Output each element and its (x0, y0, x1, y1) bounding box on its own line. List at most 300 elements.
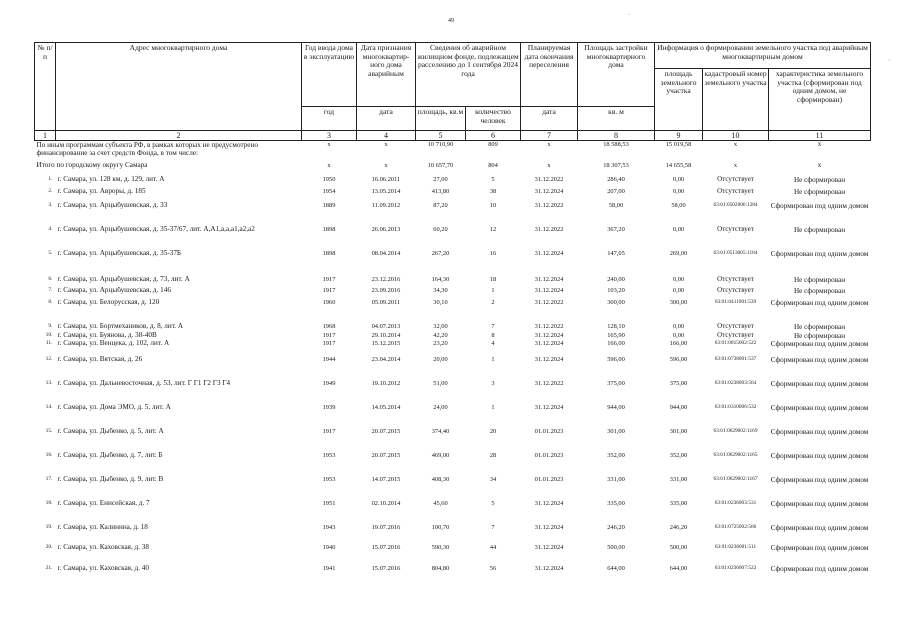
cell-plot-status: Сформирован под одним домом (770, 476, 869, 484)
cell-plot-status: Не сформирован (793, 331, 846, 340)
table-row (35, 452, 871, 476)
cell-area: 374,40 (431, 428, 450, 435)
cell-build-area: 165,90 (607, 331, 625, 339)
column-number: 2 (56, 131, 302, 141)
row-number: 5. (48, 249, 53, 256)
cell-date: 15.07.2016 (371, 544, 401, 551)
header-land-info: Информация о формировании земельного участка под аварийным многоквартирным домом (655, 43, 871, 69)
table-row (35, 565, 871, 589)
cell-plot-status: Сформирован под одним домом (770, 524, 869, 532)
table-row (35, 380, 871, 404)
cell-people: 12 (489, 225, 497, 233)
column-number: 4 (357, 131, 416, 141)
cell-end-date: 01.01.2023 (534, 428, 564, 435)
cell-plot-status: Сформирован под одним домом (770, 298, 869, 307)
table-row (35, 428, 871, 452)
cell-cadastral: Отсутствует (717, 275, 754, 283)
cell-build-area: 58,00 (608, 201, 624, 209)
cell-plot-area: 166,00 (669, 340, 688, 347)
scan-speck: · (628, 12, 630, 18)
cell-end-date: 31.12.2024 (534, 500, 564, 507)
cell-address: г. Самара, ул. Дальневосточная, д. 53, лит. Г Г1 Г2 Г3 Г4 (57, 380, 231, 387)
cell-area: 413,80 (431, 187, 450, 195)
page-number: 49 (448, 18, 454, 24)
cell-area: 23,20 (433, 340, 448, 347)
cell-plot-status: x (817, 140, 822, 148)
cell-people: 5 (491, 175, 495, 183)
row-number: 2. (48, 187, 53, 194)
cell-people: 4 (491, 340, 495, 347)
cell-build-area: 207,00 (607, 187, 625, 195)
cell-cadastral: 63:01:0502006:1284 (713, 201, 758, 208)
cell-area: 100,70 (431, 524, 450, 531)
table-row (35, 188, 871, 202)
row-number: 4. (48, 225, 53, 232)
cell-address: г. Самара, ул. Венцека, д. 102, лит. А (57, 340, 170, 347)
table-row (35, 500, 871, 524)
cell-people: 34 (489, 476, 497, 483)
table-row (35, 250, 871, 276)
cell-area: 60,20 (433, 225, 448, 233)
cell-build-area: 128,10 (607, 322, 625, 330)
column-number: 9 (655, 131, 703, 141)
cell-end-date: 31.12.2024 (534, 404, 564, 411)
cell-end-date: 31.12.2024 (534, 286, 564, 294)
cell-build-area: 18 588,53 (603, 141, 629, 148)
cell-year: 1960 (322, 298, 336, 306)
cell-build-area: 644,00 (607, 565, 625, 572)
table-header (35, 43, 871, 141)
cell-end-date: 31.12.2024 (534, 187, 564, 195)
cell-people: 7 (491, 322, 495, 330)
cell-plot-status: Не сформирован (793, 286, 846, 295)
table-body (35, 141, 871, 590)
cell-people: 44 (489, 544, 497, 551)
cell-date: x (384, 161, 388, 169)
cell-address: г. Самара, ул. 128 км, д. 129, лит. А (57, 175, 165, 183)
cell-cadastral: 63:01:0236001:511 (714, 544, 757, 550)
cell-date: 19.10.2012 (371, 380, 401, 387)
cell-address: г. Самара, ул. Арцыбушевская, д. 35-37Б (57, 249, 182, 257)
cell-year: 1949 (322, 380, 336, 387)
cell-cadastral: Отсутствует (717, 187, 754, 195)
header-year-built: Год ввода дома в эксплуатацию (302, 43, 357, 107)
table-row (35, 404, 871, 428)
column-number: 11 (769, 131, 871, 141)
cell-end-date: 31.12.2022 (534, 380, 564, 387)
row-number: 14. (45, 404, 53, 410)
cell-plot-area: 58,00 (671, 201, 686, 209)
cell-plot-status: Сформирован под одним домом (770, 565, 869, 573)
cell-date: 19.07.2016 (371, 524, 401, 531)
cell-end-date: 01.01.2023 (534, 476, 564, 483)
row-number: 18. (45, 500, 53, 506)
cell-end-date: 31.12.2022 (534, 298, 564, 306)
cell-address: г. Самара, ул. Арцыбушевская, д. 33 (57, 201, 168, 209)
cell-people: 20 (489, 428, 497, 435)
column-number: 10 (703, 131, 769, 141)
cell-plot-status: Не сформирован (793, 187, 846, 196)
column-number: 8 (578, 131, 655, 141)
cell-year: 1950 (322, 175, 336, 183)
cell-address: г. Самара, ул. Арцыбушевская, д. 35-37/67, лит. А,А1,а,а,а1,а2,а2 (57, 225, 255, 233)
cell-plot-status: Сформирован под одним домом (770, 452, 869, 460)
cell-address: г. Самара, ул. Бортмехаников, д. 8, лит. А (57, 322, 184, 330)
cell-end-date: 01.01.2023 (534, 452, 564, 459)
cell-year: 1889 (322, 201, 336, 209)
cell-end-date: 31.12.2024 (534, 565, 564, 572)
cell-build-area: 301,00 (607, 428, 625, 435)
cell-build-area: 300,00 (607, 298, 625, 306)
cell-date: 23.12.2016 (371, 275, 401, 283)
header-building-area: Площадь застройки многоквартирного дома (578, 43, 655, 107)
table-row (35, 544, 871, 565)
cell-cadastral: 63:01:0238003:564 (714, 380, 757, 386)
cell-end-date: 31.12.2022 (534, 201, 564, 209)
cell-people: 16 (489, 249, 497, 257)
cell-end-date: 31.12.2022 (534, 175, 564, 183)
cell-year: 1917 (322, 340, 336, 347)
cell-year: 1951 (322, 500, 336, 507)
cell-area: 27,00 (433, 175, 448, 183)
cell-address: г. Самара, ул. Каховская, д. 40 (57, 565, 149, 572)
cell-date: 14.05.2014 (371, 404, 401, 411)
housing-register-table (34, 42, 871, 589)
cell-people: 1 (491, 356, 495, 363)
cell-plot-area: 0,00 (672, 275, 685, 283)
cell-cadastral: Отсутствует (717, 175, 754, 183)
cell-cadastral: 63:01:0629002:1169 (713, 428, 758, 434)
cell-end-date: 31.12.2024 (534, 340, 564, 347)
cell-plot-area: 246,20 (669, 524, 688, 531)
header-unit-sqm: кв. м (578, 107, 655, 131)
cell-year: x (327, 141, 331, 148)
table-row (35, 176, 871, 188)
cell-cadastral: 63:01:0310006:532 (714, 404, 757, 410)
cell-year: 1943 (322, 524, 336, 531)
header-emergency-date: Дата признания многоквартир-ного дома аварийным (357, 43, 416, 107)
cell-cadastral: x (733, 141, 738, 148)
cell-area: 10 710,90 (427, 141, 454, 148)
cell-end-date: 31.12.2024 (534, 331, 564, 339)
cell-area: 20,00 (433, 356, 448, 363)
table-row (35, 524, 871, 544)
cell-plot-status: Сформирован под одним домом (770, 428, 869, 436)
cell-year: 1954 (322, 187, 336, 195)
table-row (35, 323, 871, 332)
column-number: 5 (416, 131, 466, 141)
cell-plot-area: 0,00 (672, 286, 685, 294)
column-number: 3 (302, 131, 357, 141)
cell-build-area: 335,00 (607, 500, 625, 507)
row-number: 16. (45, 452, 53, 458)
cell-date: 20.07.2015 (371, 428, 401, 435)
cell-people: 56 (489, 565, 497, 572)
cell-plot-area: 0,00 (672, 175, 685, 183)
cell-year: 1940 (322, 544, 336, 551)
cell-address: г. Самара, ул. Арцыбушевская, д. 73, лит. А (57, 275, 190, 283)
cell-date: 08.04.2014 (371, 249, 401, 257)
cell-year: 1917 (322, 331, 336, 339)
row-number: 6. (48, 275, 53, 282)
cell-end-date: x (547, 161, 551, 169)
cell-end-date: 31.12.2024 (534, 356, 564, 363)
cell-end-date: 31.12.2022 (534, 225, 564, 233)
cell-plot-status: Не сформирован (793, 275, 846, 284)
header-emergency-housing: Сведения об аварийном жилищном фонде, подлежащем расселению до 1 сентября 2024 года (416, 43, 521, 107)
cell-build-area: 352,00 (607, 452, 625, 459)
cell-plot-area: 352,00 (669, 452, 688, 459)
header-unit-people: количество человек (466, 107, 521, 131)
cell-cadastral: 63:01:0411001:539 (714, 298, 757, 305)
cell-date: 02.10.2014 (371, 500, 401, 507)
cell-build-area: 240,00 (607, 275, 625, 283)
header-address: Адрес многоквартирного дома (56, 43, 302, 131)
cell-date: 04.07.2013 (371, 322, 401, 330)
cell-plot-area: 15 019,58 (665, 141, 692, 148)
header-number: № п/п (35, 43, 56, 131)
cell-date: 15.07.2016 (371, 565, 401, 572)
row-number: 15. (45, 428, 53, 434)
column-number: 6 (466, 131, 521, 141)
cell-plot-area: 644,00 (669, 565, 688, 572)
cell-plot-status: Сформирован под одним домом (770, 544, 869, 552)
cell-plot-area: 300,00 (669, 298, 688, 306)
header-unit-end-date: дата (521, 107, 578, 131)
row-number: 17. (45, 476, 53, 482)
cell-cadastral: Отсутствует (717, 322, 754, 330)
row-number: 19. (45, 524, 53, 530)
cell-build-area: 331,00 (607, 476, 625, 483)
row-number: 13. (45, 380, 53, 386)
table-row (35, 340, 871, 356)
cell-year: 1944 (322, 356, 336, 363)
cell-plot-status: Не сформирован (793, 225, 846, 234)
row-number: 3. (48, 201, 53, 208)
cell-people: 7 (491, 524, 495, 531)
cell-area: 30,10 (433, 298, 448, 306)
cell-end-date: 31.12.2024 (534, 524, 564, 531)
table-row (35, 299, 871, 323)
cell-end-date: 31.12.2024 (534, 275, 564, 283)
cell-build-area: 375,00 (607, 380, 625, 387)
cell-date: 29.10.2014 (371, 331, 401, 339)
cell-address: г. Самара, ул. Калинина, д. 18 (57, 524, 148, 531)
column-number: 1 (35, 131, 56, 141)
cell-area: 24,00 (433, 404, 448, 411)
cell-address: г. Самара, ул. Каховская, д. 38 (57, 544, 149, 551)
cell-date: 16.06.2011 (371, 175, 401, 183)
table-row (35, 332, 871, 341)
cell-cadastral: 63:01:0738001:537 (714, 356, 757, 362)
cell-year: 1939 (322, 404, 336, 411)
cell-date: 05.09.2011 (371, 298, 401, 306)
row-number: 20. (45, 544, 53, 550)
table-row (35, 226, 871, 250)
header-plot-status: характеристика земельного участка (сформирован под одним домом, не сформирован) (769, 69, 871, 131)
cell-build-area: 103,20 (607, 286, 625, 294)
table-row (35, 276, 871, 287)
cell-area: 51,00 (433, 380, 448, 387)
cell-address: г. Самара, ул. Дыбенко, д. 9, лит. В (57, 476, 164, 483)
cell-plot-status: x (817, 161, 822, 169)
cell-cadastral: 63:01:0629002:1165 (713, 452, 758, 458)
cell-address: г. Самара, ул. Дыбенко, д. 5, лит. А (57, 428, 164, 435)
row-number: 7. (48, 286, 53, 293)
table-row (35, 476, 871, 500)
row-number: 9. (48, 322, 53, 329)
cell-date: x (384, 141, 388, 148)
cell-cadastral: x (733, 161, 738, 169)
cell-people: 1 (491, 286, 495, 294)
cell-plot-status: Сформирован под одним домом (770, 500, 869, 508)
table-row (35, 202, 871, 226)
cell-end-date: 31.12.2022 (534, 322, 564, 330)
cell-people: 10 (489, 201, 497, 209)
header-plot-area: площадь земельного участка (655, 69, 703, 131)
cell-year: 1953 (322, 476, 336, 483)
cell-address: г. Самара, ул. Енисейская, д. 7 (57, 500, 150, 507)
header-unit-area: площадь, кв.м (416, 107, 466, 131)
cell-plot-area: 301,00 (669, 428, 688, 435)
cell-people: 1 (491, 404, 495, 411)
cell-cadastral: Отсутствует (717, 225, 754, 233)
cell-year: 1941 (322, 565, 336, 572)
table-row (35, 356, 871, 380)
row-number: 11. (45, 340, 53, 346)
cell-date: 20.07.2015 (371, 452, 401, 459)
cell-area: 34,30 (433, 286, 448, 294)
cell-area: 804,80 (431, 565, 450, 572)
cell-people: 28 (489, 452, 497, 459)
cell-end-date: x (547, 141, 551, 148)
cell-plot-area: 14 655,58 (665, 161, 692, 169)
cell-address: г. Самара, ул. Вятская, д. 26 (57, 356, 143, 363)
cell-year: 1898 (322, 249, 336, 257)
cell-area: 164,30 (431, 275, 450, 283)
cell-address: г. Самара, ул. Авроры, д. 185 (57, 187, 146, 195)
row-number: 12. (45, 356, 53, 362)
cell-address: г. Самара, ул. Буянова, д. 38-40В (57, 331, 157, 339)
cell-area: 10 657,70 (427, 161, 454, 169)
cell-people: 2 (491, 298, 495, 306)
cell-date: 11.09.2012 (371, 201, 401, 209)
cell-plot-status: Не сформирован (793, 175, 846, 184)
cell-plot-area: 375,00 (669, 380, 688, 387)
cell-plot-status: Сформирован под одним домом (770, 340, 869, 348)
cell-build-area: 367,20 (607, 225, 625, 233)
cell-year: 1917 (322, 428, 336, 435)
cell-address: г. Самара, ул. Дыбенко, д. 7, лит. Б (57, 452, 163, 459)
header-unit-year: год (302, 107, 357, 131)
cell-plot-area: 0,00 (672, 331, 685, 339)
cell-date: 26.06.2013 (371, 225, 401, 233)
cell-year: 1917 (322, 275, 336, 283)
cell-cadastral: 63:01:0629002:1167 (713, 476, 758, 482)
column-number: 7 (521, 131, 578, 141)
cell-people: 38 (489, 187, 497, 195)
cell-cadastral: 63:01:0815002:522 (714, 340, 757, 346)
cell-plot-status: Сформирован под одним домом (770, 249, 869, 258)
cell-plot-status: Сформирован под одним домом (770, 201, 869, 210)
cell-build-area: 246,20 (607, 524, 625, 531)
cell-build-area: 596,00 (607, 356, 625, 363)
cell-build-area: 18 307,53 (603, 161, 629, 169)
cell-plot-status: Сформирован под одним домом (770, 380, 869, 388)
cell-area: 267,20 (431, 249, 450, 257)
cell-area: 408,30 (431, 476, 450, 483)
cell-year: 1968 (322, 322, 336, 330)
cell-build-area: 147,05 (607, 249, 625, 257)
cell-plot-status: Не сформирован (793, 322, 846, 331)
cell-date: 13.05.2014 (371, 187, 401, 195)
cell-cadastral: 63:01:0236003:531 (714, 500, 757, 506)
cell-area: 42,20 (433, 331, 448, 339)
cell-plot-area: 0,00 (672, 187, 685, 195)
cell-cadastral: Отсутствует (717, 331, 754, 339)
cell-people: 804 (488, 161, 498, 169)
header-planned-date: Планируемая дата окончания переселения (521, 43, 578, 107)
cell-cadastral: 63:01:0236007:522 (714, 565, 757, 571)
header-cadastral-number: кадастровый номер земельного участка (703, 69, 769, 131)
summary-label: По иным программам субъекта РФ, в рамках которых не предусмотрено финансирование за счет средств Фонда, в том числе: (36, 141, 258, 157)
cell-area: 469,00 (431, 452, 450, 459)
cell-plot-status: Сформирован под одним домом (770, 356, 869, 364)
cell-year: 1898 (322, 225, 336, 233)
cell-end-date: 31.12.2024 (534, 249, 564, 257)
cell-build-area: 944,00 (607, 404, 625, 411)
cell-people: 8 (491, 331, 495, 339)
cell-people: 3 (491, 380, 495, 387)
cell-plot-area: 0,00 (672, 225, 685, 233)
cell-people: 809 (488, 141, 498, 148)
table-row (35, 287, 871, 299)
cell-address: г. Самара, ул. Дома ЭМО, д. 5, лит. А (57, 404, 171, 411)
cell-build-area: 166,00 (607, 340, 625, 347)
cell-people: 5 (491, 500, 495, 507)
cell-plot-area: 596,00 (669, 356, 688, 363)
cell-plot-area: 335,00 (669, 500, 688, 507)
cell-year: x (327, 161, 331, 169)
header-unit-date: дата (357, 107, 416, 131)
cell-area: 590,30 (431, 544, 450, 551)
cell-plot-area: 944,00 (669, 404, 688, 411)
cell-plot-area: 331,00 (669, 476, 688, 483)
cell-area: 87,20 (433, 201, 448, 209)
cell-date: 23.04.2014 (371, 356, 401, 363)
row-number: 8. (48, 298, 53, 305)
cell-cadastral: 63:01:0725002:566 (714, 524, 757, 530)
cell-date: 23.09.2016 (371, 286, 401, 294)
cell-area: 45,60 (433, 500, 448, 507)
cell-end-date: 31.12.2024 (534, 544, 564, 551)
row-number: 10. (45, 331, 53, 338)
row-number: 21. (45, 565, 53, 571)
cell-date: 14.07.2015 (371, 476, 401, 483)
cell-plot-area: 0,00 (672, 322, 685, 330)
summary-label: Итого по городскому округу Самара (36, 161, 148, 169)
cell-cadastral: 63:01:0513005:1184 (713, 249, 758, 256)
cell-address: г. Самара, ул. Арцыбушевская, д. 146 (57, 286, 171, 294)
cell-plot-area: 500,00 (669, 544, 688, 551)
summary-row (35, 162, 871, 176)
scan-speck: · (888, 58, 890, 64)
cell-year: 1917 (322, 286, 336, 294)
cell-area: 32,00 (433, 322, 448, 330)
cell-plot-area: 269,00 (669, 249, 688, 257)
cell-address: г. Самара, ул. Белорусская, д. 120 (57, 298, 160, 306)
cell-people: 18 (489, 275, 497, 283)
